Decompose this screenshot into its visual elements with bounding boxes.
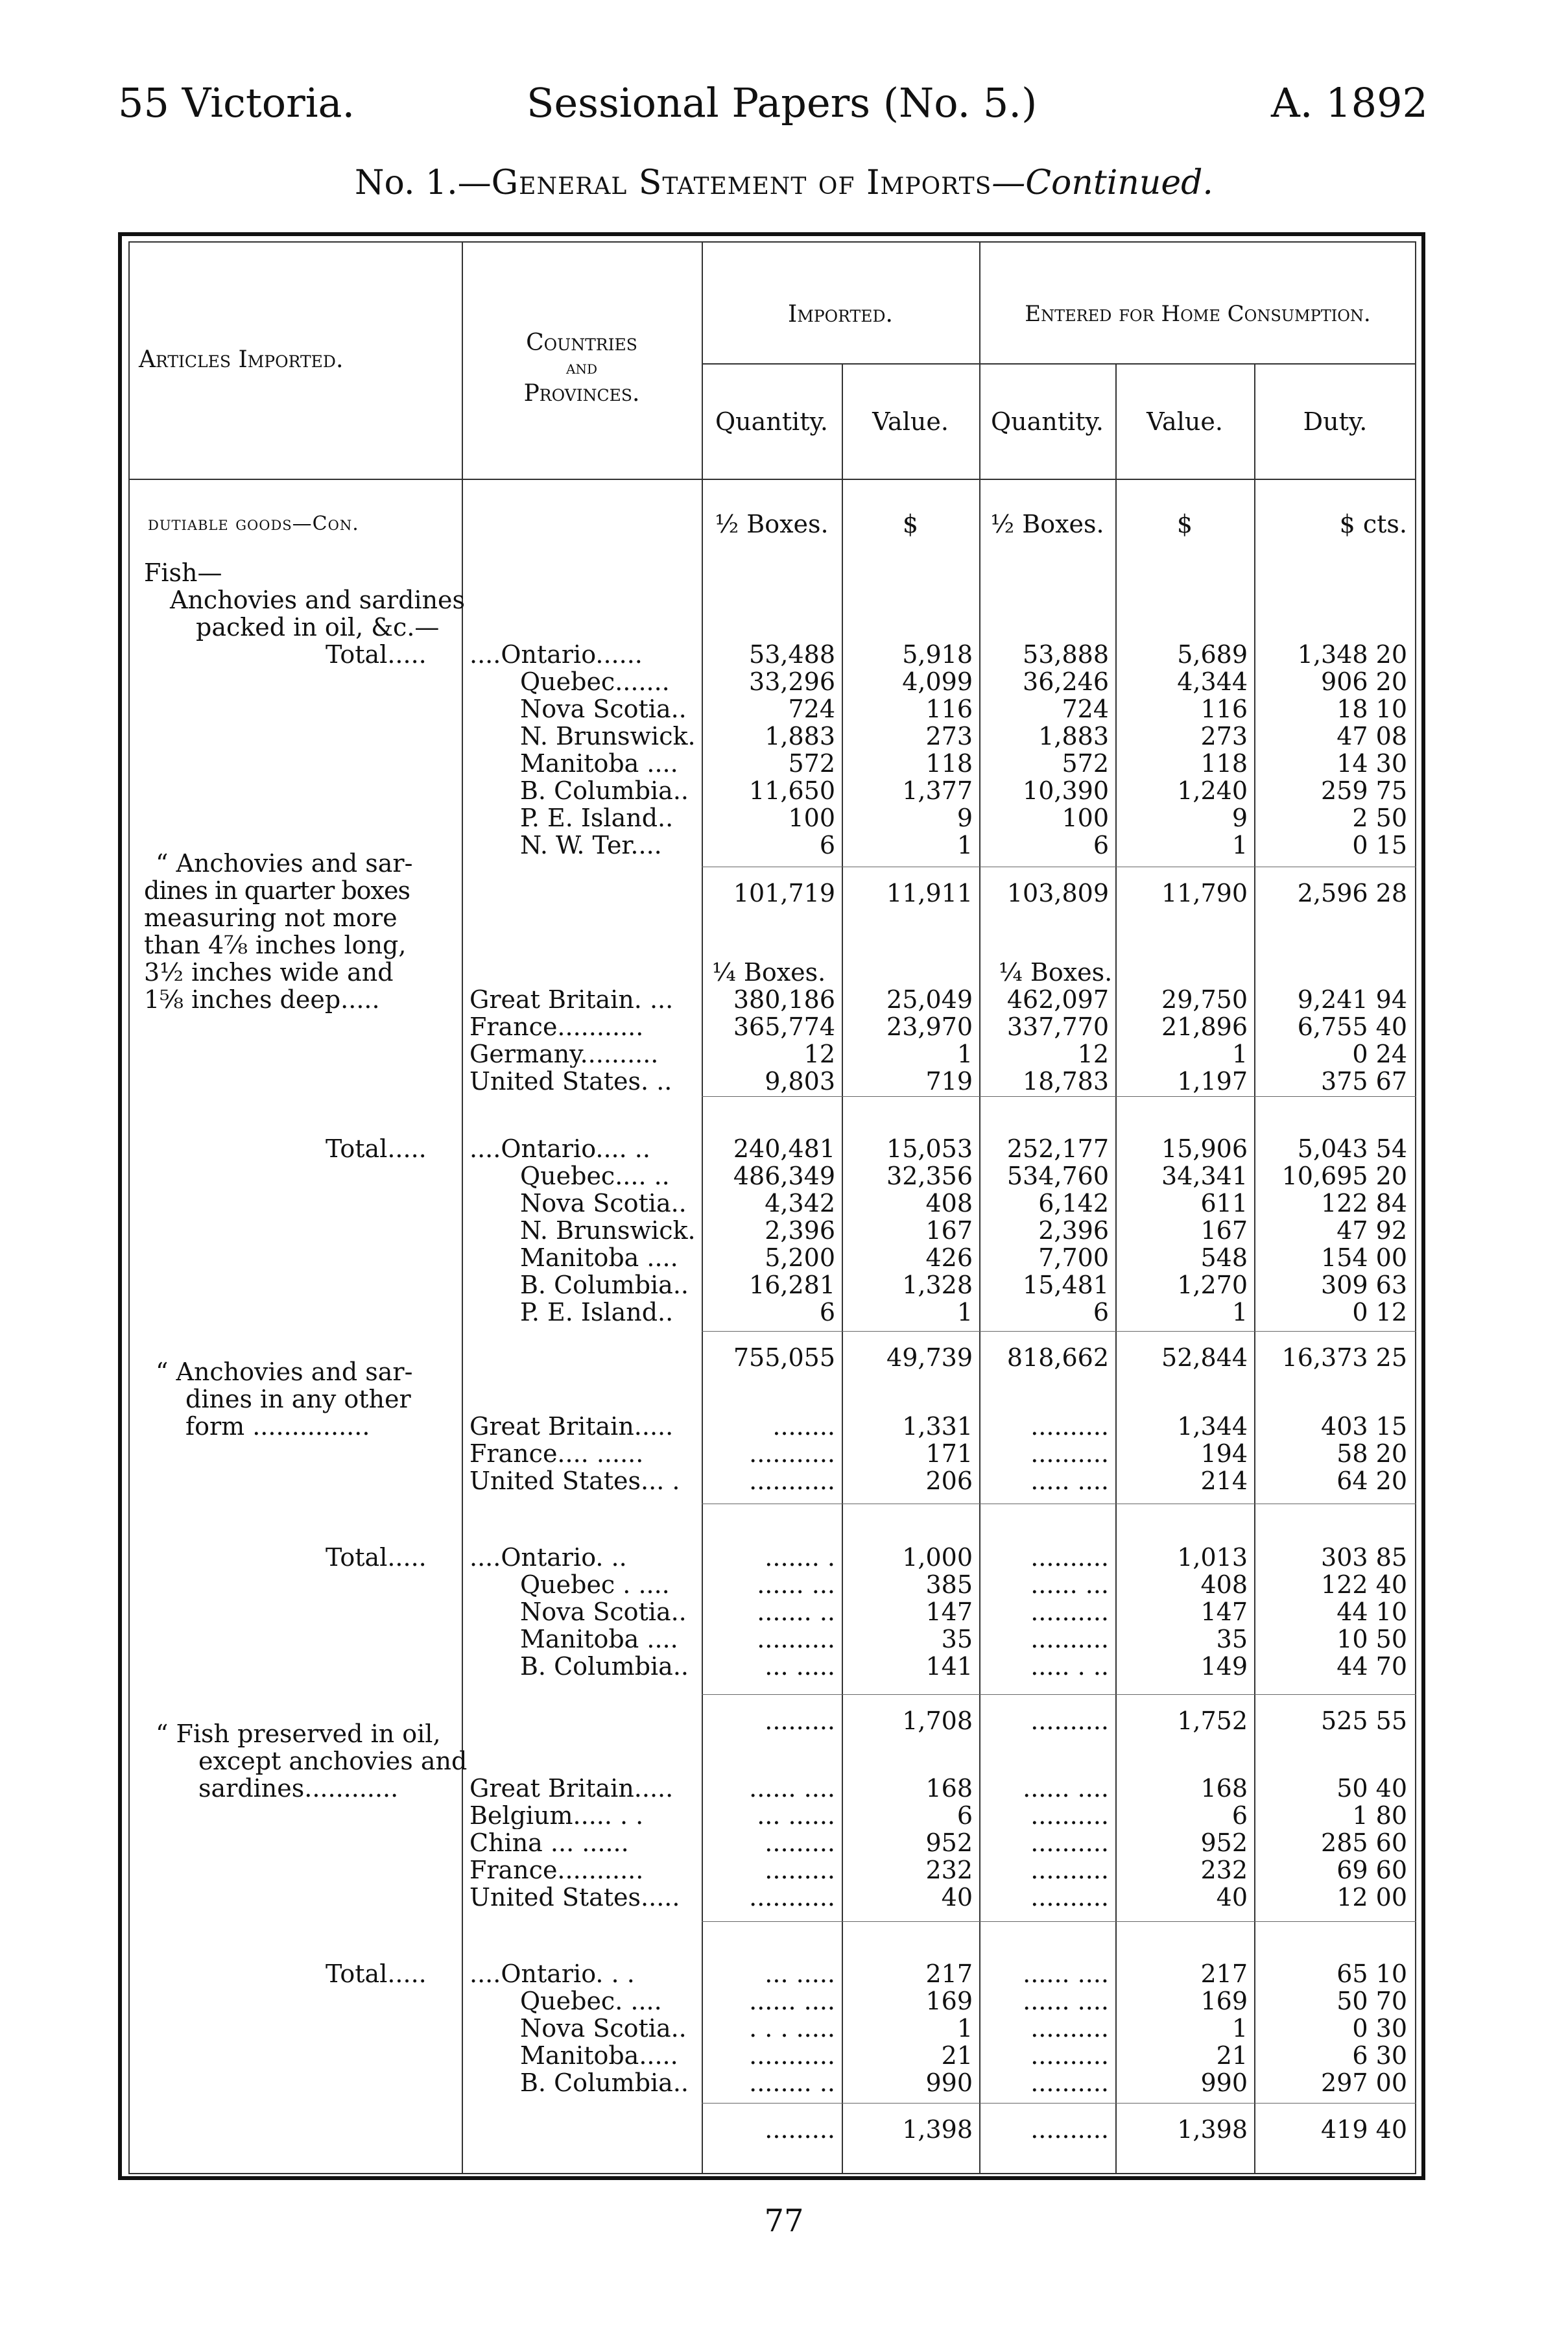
title-prefix: No. 1.— bbox=[355, 163, 492, 202]
article-2-line-1: “ Anchovies and sar- bbox=[156, 849, 413, 878]
block1-row-0-q2: 53,888 bbox=[1023, 641, 1109, 668]
article-1-total: Total..... bbox=[326, 640, 427, 669]
block5-row-3-q1: .......... bbox=[757, 1625, 835, 1653]
block6-row-1-q1: ... ...... bbox=[757, 1802, 835, 1829]
block1-row-0-p: ....Ontario...... bbox=[469, 641, 643, 668]
block3-row-0-p: ....Ontario.... .. bbox=[469, 1135, 650, 1162]
block1-row-6-p: P. E. Island.. bbox=[520, 804, 674, 832]
block5-row-3-d: 10 50 bbox=[1336, 1625, 1407, 1653]
block5-row-1-v1: 385 bbox=[925, 1571, 973, 1598]
block7-row-3-d: 6 30 bbox=[1352, 2042, 1407, 2069]
block2-row-0-q2: 462,097 bbox=[1006, 986, 1109, 1013]
sum-rule-3 bbox=[702, 1331, 1416, 1332]
total5-q2: .......... bbox=[1030, 1707, 1109, 1734]
total7-v1: 1,398 bbox=[902, 2116, 973, 2143]
block4-row-0-q2: .......... bbox=[1030, 1413, 1109, 1440]
article-4-line-3: sardines............ bbox=[198, 1774, 399, 1803]
block4-row-2-d: 64 20 bbox=[1336, 1467, 1407, 1494]
unit-value-imported: $ bbox=[902, 510, 919, 538]
header-left: 55 Victoria. bbox=[118, 79, 355, 126]
block6-row-4-p: United States..... bbox=[469, 1884, 680, 1911]
block6-row-4-v2: 40 bbox=[1216, 1884, 1248, 1911]
block5-row-1-v2: 408 bbox=[1200, 1571, 1248, 1598]
block1-row-1-q2: 36,246 bbox=[1023, 668, 1109, 695]
block1-row-3-q2: 1,883 bbox=[1038, 723, 1109, 750]
block3-row-3-q2: 2,396 bbox=[1038, 1217, 1109, 1244]
block1-row-7-q1: 6 bbox=[819, 832, 835, 859]
total3-v2: 52,844 bbox=[1161, 1344, 1248, 1371]
block1-row-7-v1: 1 bbox=[956, 832, 973, 859]
total3-v1: 49,739 bbox=[886, 1344, 973, 1371]
block1-row-4-d: 14 30 bbox=[1336, 750, 1407, 777]
block6-row-1-q2: .......... bbox=[1030, 1802, 1109, 1829]
block7-row-1-q1: ...... .... bbox=[749, 1987, 835, 2015]
block1-row-6-q2: 100 bbox=[1062, 804, 1109, 832]
block5-row-2-v2: 147 bbox=[1200, 1598, 1248, 1625]
block1-row-4-p: Manitoba .... bbox=[520, 750, 678, 777]
block7-row-0-q2: ...... .... bbox=[1023, 1960, 1109, 1987]
block1-row-7-d: 0 15 bbox=[1352, 832, 1407, 859]
col-countries-1: Countries bbox=[526, 330, 637, 356]
section-label: dutiable goods—Con. bbox=[148, 512, 359, 535]
block5-row-1-d: 122 40 bbox=[1321, 1571, 1407, 1598]
block5-row-4-p: B. Columbia.. bbox=[520, 1653, 689, 1680]
block6-row-0-p: Great Britain..... bbox=[469, 1775, 674, 1802]
total7-q1: ......... bbox=[765, 2116, 835, 2143]
total7-d: 419 40 bbox=[1321, 2116, 1407, 2143]
block2-row-1-q1: 365,774 bbox=[733, 1013, 835, 1040]
block4-row-2-v1: 206 bbox=[925, 1467, 973, 1494]
block5-row-4-q1: ... ..... bbox=[765, 1653, 835, 1680]
block5-row-4-v1: 141 bbox=[925, 1653, 973, 1680]
block2-row-3-q2: 18,783 bbox=[1023, 1068, 1109, 1095]
block5-row-0-v1: 1,000 bbox=[902, 1544, 973, 1571]
block6-row-4-q1: ........... bbox=[749, 1884, 835, 1911]
block1-row-3-v1: 273 bbox=[925, 723, 973, 750]
unit-quarter-boxes-entered: ¼ Boxes. bbox=[999, 958, 1113, 987]
article-3-line-3: form ............... bbox=[185, 1412, 370, 1441]
block3-row-5-q2: 15,481 bbox=[1023, 1271, 1109, 1299]
block3-row-0-v1: 15,053 bbox=[886, 1135, 973, 1162]
block6-row-0-q2: ...... .... bbox=[1023, 1775, 1109, 1802]
article-3-line-2: dines in any other bbox=[185, 1385, 411, 1413]
block2-row-2-v2: 1 bbox=[1231, 1040, 1248, 1068]
block3-row-3-d: 47 92 bbox=[1336, 1217, 1407, 1244]
block1-row-4-q2: 572 bbox=[1062, 750, 1109, 777]
block2-row-2-v1: 1 bbox=[956, 1040, 973, 1068]
block6-row-4-v1: 40 bbox=[941, 1884, 973, 1911]
page-title bbox=[0, 163, 1568, 202]
col-quantity: Quantity. bbox=[715, 407, 828, 436]
block2-row-0-d: 9,241 94 bbox=[1297, 986, 1407, 1013]
block1-row-6-q1: 100 bbox=[788, 804, 835, 832]
block3-row-5-v2: 1,270 bbox=[1177, 1271, 1248, 1299]
block4-row-1-v2: 194 bbox=[1200, 1440, 1248, 1467]
rule-articles bbox=[462, 241, 463, 2174]
total1-d: 2,596 28 bbox=[1297, 880, 1407, 907]
block1-row-5-v2: 1,240 bbox=[1177, 777, 1248, 804]
total7-v2: 1,398 bbox=[1177, 2116, 1248, 2143]
block3-row-1-q1: 486,349 bbox=[733, 1162, 835, 1190]
article-4-line-2: except anchovies and bbox=[198, 1747, 468, 1775]
block3-row-6-q2: 6 bbox=[1093, 1299, 1109, 1326]
block3-row-5-v1: 1,328 bbox=[902, 1271, 973, 1299]
block7-row-4-d: 297 00 bbox=[1321, 2069, 1407, 2096]
block2-row-0-q1: 380,186 bbox=[733, 986, 835, 1013]
total5-d: 525 55 bbox=[1321, 1707, 1407, 1734]
block2-row-3-d: 375 67 bbox=[1321, 1068, 1407, 1095]
block2-row-1-v2: 21,896 bbox=[1161, 1013, 1248, 1040]
block3-row-4-v2: 548 bbox=[1200, 1244, 1248, 1271]
total1-q1: 101,719 bbox=[733, 880, 835, 907]
article-4-line-1: “ Fish preserved in oil, bbox=[156, 1720, 441, 1748]
block2-row-1-v1: 23,970 bbox=[886, 1013, 973, 1040]
block2-row-3-q1: 9,803 bbox=[765, 1068, 835, 1095]
block7-row-4-q2: .......... bbox=[1030, 2069, 1109, 2096]
block1-row-6-v1: 9 bbox=[956, 804, 973, 832]
block4-row-0-p: Great Britain..... bbox=[469, 1413, 674, 1440]
block1-row-4-v2: 118 bbox=[1200, 750, 1248, 777]
col-quantity-entered: Quantity. bbox=[991, 407, 1104, 436]
block1-row-0-d: 1,348 20 bbox=[1297, 641, 1407, 668]
block7-row-3-p: Manitoba..... bbox=[520, 2042, 678, 2069]
block6-row-2-d: 285 60 bbox=[1321, 1829, 1407, 1856]
block7-row-2-d: 0 30 bbox=[1352, 2015, 1407, 2042]
block7-row-1-v1: 169 bbox=[925, 1987, 973, 2015]
block5-row-3-q2: .......... bbox=[1030, 1625, 1109, 1653]
col-articles: Articles Imported. bbox=[139, 346, 344, 373]
block5-row-1-q2: ...... ... bbox=[1030, 1571, 1109, 1598]
col-imported: Imported. bbox=[788, 301, 893, 328]
block3-row-4-d: 154 00 bbox=[1321, 1244, 1407, 1271]
block5-row-4-d: 44 70 bbox=[1336, 1653, 1407, 1680]
block5-row-1-q1: ...... ... bbox=[757, 1571, 835, 1598]
block4-row-0-d: 403 15 bbox=[1321, 1413, 1407, 1440]
header-right: A. 1892 bbox=[1271, 79, 1428, 126]
article-2-line-3: measuring not more bbox=[144, 904, 398, 932]
block6-row-3-d: 69 60 bbox=[1336, 1856, 1407, 1884]
block5-row-3-v1: 35 bbox=[941, 1625, 973, 1653]
block3-row-1-v2: 34,341 bbox=[1161, 1162, 1248, 1190]
block1-row-4-v1: 118 bbox=[925, 750, 973, 777]
total1-q2: 103,809 bbox=[1006, 880, 1109, 907]
block6-row-4-q2: .......... bbox=[1030, 1884, 1109, 1911]
page-number: 77 bbox=[764, 2203, 804, 2239]
block6-row-3-q1: ......... bbox=[765, 1856, 835, 1884]
block3-row-0-q2: 252,177 bbox=[1006, 1135, 1109, 1162]
block1-row-2-p: Nova Scotia.. bbox=[520, 695, 687, 723]
block4-row-1-p: France.... ...... bbox=[469, 1440, 644, 1467]
col-duty: Duty. bbox=[1303, 407, 1368, 436]
title-main: General Statement of Imports bbox=[491, 163, 992, 202]
block6-row-2-q1: ......... bbox=[765, 1829, 835, 1856]
block7-row-4-p: B. Columbia.. bbox=[520, 2069, 689, 2096]
article-2-line-2: dines in quarter boxes bbox=[144, 876, 410, 905]
block1-row-3-q1: 1,883 bbox=[765, 723, 835, 750]
block1-row-2-d: 18 10 bbox=[1336, 695, 1407, 723]
block2-row-2-p: Germany.......... bbox=[469, 1040, 659, 1068]
block3-row-0-v2: 15,906 bbox=[1161, 1135, 1248, 1162]
block2-row-0-v2: 29,750 bbox=[1161, 986, 1248, 1013]
block3-row-0-d: 5,043 54 bbox=[1297, 1135, 1407, 1162]
block1-row-3-d: 47 08 bbox=[1336, 723, 1407, 750]
block1-row-5-q1: 11,650 bbox=[749, 777, 835, 804]
block7-row-0-d: 65 10 bbox=[1336, 1960, 1407, 1987]
block3-row-3-v2: 167 bbox=[1200, 1217, 1248, 1244]
block3-row-6-v2: 1 bbox=[1231, 1299, 1248, 1326]
block2-row-0-p: Great Britain. ... bbox=[469, 986, 674, 1013]
unit-qty-imported: ½ Boxes. bbox=[715, 510, 829, 538]
block4-row-1-q1: ........... bbox=[749, 1440, 835, 1467]
block7-row-1-q2: ...... .... bbox=[1023, 1987, 1109, 2015]
block2-row-2-q1: 12 bbox=[803, 1040, 835, 1068]
block6-row-3-v2: 232 bbox=[1200, 1856, 1248, 1884]
block3-row-2-q2: 6,142 bbox=[1038, 1190, 1109, 1217]
col-value: Value. bbox=[872, 407, 949, 436]
total3-d: 16,373 25 bbox=[1281, 1344, 1407, 1371]
block7-row-3-v2: 21 bbox=[1216, 2042, 1248, 2069]
article-1-line-1: Anchovies and sardines bbox=[170, 586, 466, 614]
block6-row-4-d: 12 00 bbox=[1336, 1884, 1407, 1911]
sum-rule-7 bbox=[702, 2103, 1416, 2104]
block1-row-7-p: N. W. Ter.... bbox=[520, 832, 662, 859]
block1-row-2-q1: 724 bbox=[788, 695, 835, 723]
block6-row-3-q2: .......... bbox=[1030, 1856, 1109, 1884]
block3-row-1-v1: 32,356 bbox=[886, 1162, 973, 1190]
block1-row-5-d: 259 75 bbox=[1321, 777, 1407, 804]
block3-row-6-q1: 6 bbox=[819, 1299, 835, 1326]
block1-row-1-d: 906 20 bbox=[1321, 668, 1407, 695]
block2-row-3-p: United States. .. bbox=[469, 1068, 672, 1095]
block6-row-2-q2: .......... bbox=[1030, 1829, 1109, 1856]
block2-row-1-q2: 337,770 bbox=[1006, 1013, 1109, 1040]
total3-q1: 755,055 bbox=[733, 1344, 835, 1371]
block5-row-0-v2: 1,013 bbox=[1177, 1544, 1248, 1571]
block6-row-1-v1: 6 bbox=[956, 1802, 973, 1829]
block3-row-2-q1: 4,342 bbox=[765, 1190, 835, 1217]
block7-row-4-q1: ........ .. bbox=[749, 2069, 835, 2096]
block4-row-1-d: 58 20 bbox=[1336, 1440, 1407, 1467]
article-2-line-6: 1⅝ inches deep..... bbox=[144, 985, 380, 1014]
total5-v2: 1,752 bbox=[1177, 1707, 1248, 1734]
sum-rule-5 bbox=[702, 1694, 1416, 1695]
block1-row-5-p: B. Columbia.. bbox=[520, 777, 689, 804]
block1-row-1-v1: 4,099 bbox=[902, 668, 973, 695]
block3-row-6-d: 0 12 bbox=[1352, 1299, 1407, 1326]
block4-row-2-q1: ........... bbox=[749, 1467, 835, 1494]
block4-row-0-v2: 1,344 bbox=[1177, 1413, 1248, 1440]
block5-row-2-q1: ....... .. bbox=[757, 1598, 835, 1625]
block3-row-2-v2: 611 bbox=[1200, 1190, 1248, 1217]
block7-row-3-v1: 21 bbox=[941, 2042, 973, 2069]
block6-row-0-d: 50 40 bbox=[1336, 1775, 1407, 1802]
block7-row-2-v2: 1 bbox=[1231, 2015, 1248, 2042]
block3-row-0-q1: 240,481 bbox=[733, 1135, 835, 1162]
title-suffix: —Continued. bbox=[992, 163, 1213, 202]
block1-row-1-q1: 33,296 bbox=[749, 668, 835, 695]
block7-row-2-p: Nova Scotia.. bbox=[520, 2015, 687, 2042]
block6-row-1-p: Belgium..... . . bbox=[469, 1802, 644, 1829]
rule-subheader bbox=[702, 363, 1416, 365]
block7-row-3-q2: .......... bbox=[1030, 2042, 1109, 2069]
block3-row-4-q1: 5,200 bbox=[765, 1244, 835, 1271]
block4-row-1-v1: 171 bbox=[925, 1440, 973, 1467]
block3-row-4-p: Manitoba .... bbox=[520, 1244, 678, 1271]
article-3-line-1: “ Anchovies and sar- bbox=[156, 1358, 413, 1386]
col-entered: Entered for Home Consumption. bbox=[1025, 301, 1371, 327]
total5-v1: 1,708 bbox=[902, 1707, 973, 1734]
block2-row-3-v1: 719 bbox=[925, 1068, 973, 1095]
block4-row-2-q2: ..... .... bbox=[1030, 1467, 1109, 1494]
block6-row-3-v1: 232 bbox=[925, 1856, 973, 1884]
block7-row-3-q1: ........... bbox=[749, 2042, 835, 2069]
block3-row-3-q1: 2,396 bbox=[765, 1217, 835, 1244]
block1-row-0-v1: 5,918 bbox=[902, 641, 973, 668]
block3-row-5-d: 309 63 bbox=[1321, 1271, 1407, 1299]
block3-row-5-q1: 16,281 bbox=[749, 1271, 835, 1299]
block1-row-2-v1: 116 bbox=[925, 695, 973, 723]
block1-row-2-q2: 724 bbox=[1062, 695, 1109, 723]
block6-row-0-v2: 168 bbox=[1200, 1775, 1248, 1802]
block4-row-2-p: United States... . bbox=[469, 1467, 680, 1494]
block7-row-2-q2: .......... bbox=[1030, 2015, 1109, 2042]
block5-row-3-v2: 35 bbox=[1216, 1625, 1248, 1653]
block7-row-0-p: ....Ontario. . . bbox=[469, 1960, 635, 1987]
block7-row-0-v1: 217 bbox=[925, 1960, 973, 1987]
article-4-total: Total..... bbox=[326, 1960, 427, 1988]
block4-row-0-v1: 1,331 bbox=[902, 1413, 973, 1440]
article-3-total: Total..... bbox=[326, 1543, 427, 1572]
block6-row-1-v2: 6 bbox=[1231, 1802, 1248, 1829]
block5-row-0-p: ....Ontario. .. bbox=[469, 1544, 627, 1571]
block2-row-2-q2: 12 bbox=[1077, 1040, 1109, 1068]
total3-q2: 818,662 bbox=[1006, 1344, 1109, 1371]
rule-header-bottom bbox=[128, 479, 1416, 480]
block7-row-2-v1: 1 bbox=[956, 2015, 973, 2042]
block3-row-3-p: N. Brunswick. bbox=[520, 1217, 696, 1244]
block5-row-0-q1: ....... . bbox=[765, 1544, 835, 1571]
block6-row-1-d: 1 80 bbox=[1352, 1802, 1407, 1829]
block5-row-1-p: Quebec . .... bbox=[520, 1571, 670, 1598]
total7-q2: .......... bbox=[1030, 2116, 1109, 2143]
block7-row-1-p: Quebec. .... bbox=[520, 1987, 662, 2015]
block1-row-5-v1: 1,377 bbox=[902, 777, 973, 804]
block7-row-4-v2: 990 bbox=[1200, 2069, 1248, 2096]
article-1-line-2: packed in oil, &c.— bbox=[196, 613, 440, 641]
block4-row-0-q1: ........ bbox=[772, 1413, 835, 1440]
block1-row-1-p: Quebec....... bbox=[520, 668, 670, 695]
block3-row-2-d: 122 84 bbox=[1321, 1190, 1407, 1217]
block-rule-2 bbox=[702, 1096, 1416, 1097]
block5-row-3-p: Manitoba .... bbox=[520, 1625, 678, 1653]
block5-row-2-v1: 147 bbox=[925, 1598, 973, 1625]
block1-row-7-v2: 1 bbox=[1231, 832, 1248, 859]
block5-row-2-q2: .......... bbox=[1030, 1598, 1109, 1625]
block7-row-1-v2: 169 bbox=[1200, 1987, 1248, 2015]
col-countries-2: and bbox=[566, 357, 597, 378]
block1-row-6-v2: 9 bbox=[1231, 804, 1248, 832]
block6-row-2-v2: 952 bbox=[1200, 1829, 1248, 1856]
col-value-entered: Value. bbox=[1146, 407, 1223, 436]
article-2-total: Total..... bbox=[326, 1134, 427, 1163]
block3-row-3-v1: 167 bbox=[925, 1217, 973, 1244]
block3-row-5-p: B. Columbia.. bbox=[520, 1271, 689, 1299]
block-rule-6 bbox=[702, 1921, 1416, 1922]
article-2-line-4: than 4⅞ inches long, bbox=[144, 931, 407, 959]
block1-row-7-q2: 6 bbox=[1093, 832, 1109, 859]
block5-row-2-p: Nova Scotia.. bbox=[520, 1598, 687, 1625]
block3-row-1-p: Quebec.... .. bbox=[520, 1162, 670, 1190]
block2-row-1-p: France........... bbox=[469, 1013, 644, 1040]
block1-row-3-p: N. Brunswick. bbox=[520, 723, 696, 750]
block4-row-2-v2: 214 bbox=[1200, 1467, 1248, 1494]
header-center: Sessional Papers (No. 5.) bbox=[527, 79, 1038, 126]
block6-row-0-v1: 168 bbox=[925, 1775, 973, 1802]
block3-row-2-p: Nova Scotia.. bbox=[520, 1190, 687, 1217]
block1-row-6-d: 2 50 bbox=[1352, 804, 1407, 832]
unit-quarter-boxes-imported: ¼ Boxes. bbox=[712, 958, 826, 987]
block3-row-6-p: P. E. Island.. bbox=[520, 1299, 674, 1326]
block3-row-1-d: 10,695 20 bbox=[1281, 1162, 1407, 1190]
total5-q1: ......... bbox=[765, 1707, 835, 1734]
block3-row-1-q2: 534,760 bbox=[1006, 1162, 1109, 1190]
block7-row-1-d: 50 70 bbox=[1336, 1987, 1407, 2015]
block7-row-0-v2: 217 bbox=[1200, 1960, 1248, 1987]
block1-row-5-q2: 10,390 bbox=[1023, 777, 1109, 804]
block6-row-0-q1: ...... .... bbox=[749, 1775, 835, 1802]
block1-row-0-q1: 53,488 bbox=[749, 641, 835, 668]
block5-row-4-q2: ..... . .. bbox=[1030, 1653, 1109, 1680]
col-countries-3: Provinces. bbox=[523, 380, 640, 407]
block2-row-3-v2: 1,197 bbox=[1177, 1068, 1248, 1095]
total1-v2: 11,790 bbox=[1161, 880, 1248, 907]
block5-row-2-d: 44 10 bbox=[1336, 1598, 1407, 1625]
block1-row-4-q1: 572 bbox=[788, 750, 835, 777]
block1-row-2-v2: 116 bbox=[1200, 695, 1248, 723]
block5-row-0-d: 303 85 bbox=[1321, 1544, 1407, 1571]
block7-row-2-q1: . . . ..... bbox=[749, 2015, 835, 2042]
block4-row-1-q2: .......... bbox=[1030, 1440, 1109, 1467]
unit-qty-entered: ½ Boxes. bbox=[990, 510, 1104, 538]
block3-row-2-v1: 408 bbox=[925, 1190, 973, 1217]
block7-row-0-q1: ... ..... bbox=[765, 1960, 835, 1987]
total1-v1: 11,911 bbox=[886, 880, 973, 907]
block2-row-2-d: 0 24 bbox=[1352, 1040, 1407, 1068]
block1-row-0-v2: 5,689 bbox=[1177, 641, 1248, 668]
article-2-line-5: 3½ inches wide and bbox=[144, 958, 394, 987]
block3-row-6-v1: 1 bbox=[956, 1299, 973, 1326]
block6-row-2-p: China ... ...... bbox=[469, 1829, 629, 1856]
block6-row-2-v1: 952 bbox=[925, 1829, 973, 1856]
block2-row-0-v1: 25,049 bbox=[886, 986, 973, 1013]
block6-row-3-p: France........... bbox=[469, 1856, 644, 1884]
block1-row-3-v2: 273 bbox=[1200, 723, 1248, 750]
block2-row-1-d: 6,755 40 bbox=[1297, 1013, 1407, 1040]
block5-row-4-v2: 149 bbox=[1200, 1653, 1248, 1680]
block5-row-0-q2: .......... bbox=[1030, 1544, 1109, 1571]
unit-value-entered: $ bbox=[1176, 510, 1193, 538]
block3-row-4-v1: 426 bbox=[925, 1244, 973, 1271]
block3-row-4-q2: 7,700 bbox=[1038, 1244, 1109, 1271]
article-fish: Fish— bbox=[144, 558, 222, 587]
unit-duty: $ cts. bbox=[1339, 510, 1407, 538]
block7-row-4-v1: 990 bbox=[925, 2069, 973, 2096]
block1-row-1-v2: 4,344 bbox=[1177, 668, 1248, 695]
